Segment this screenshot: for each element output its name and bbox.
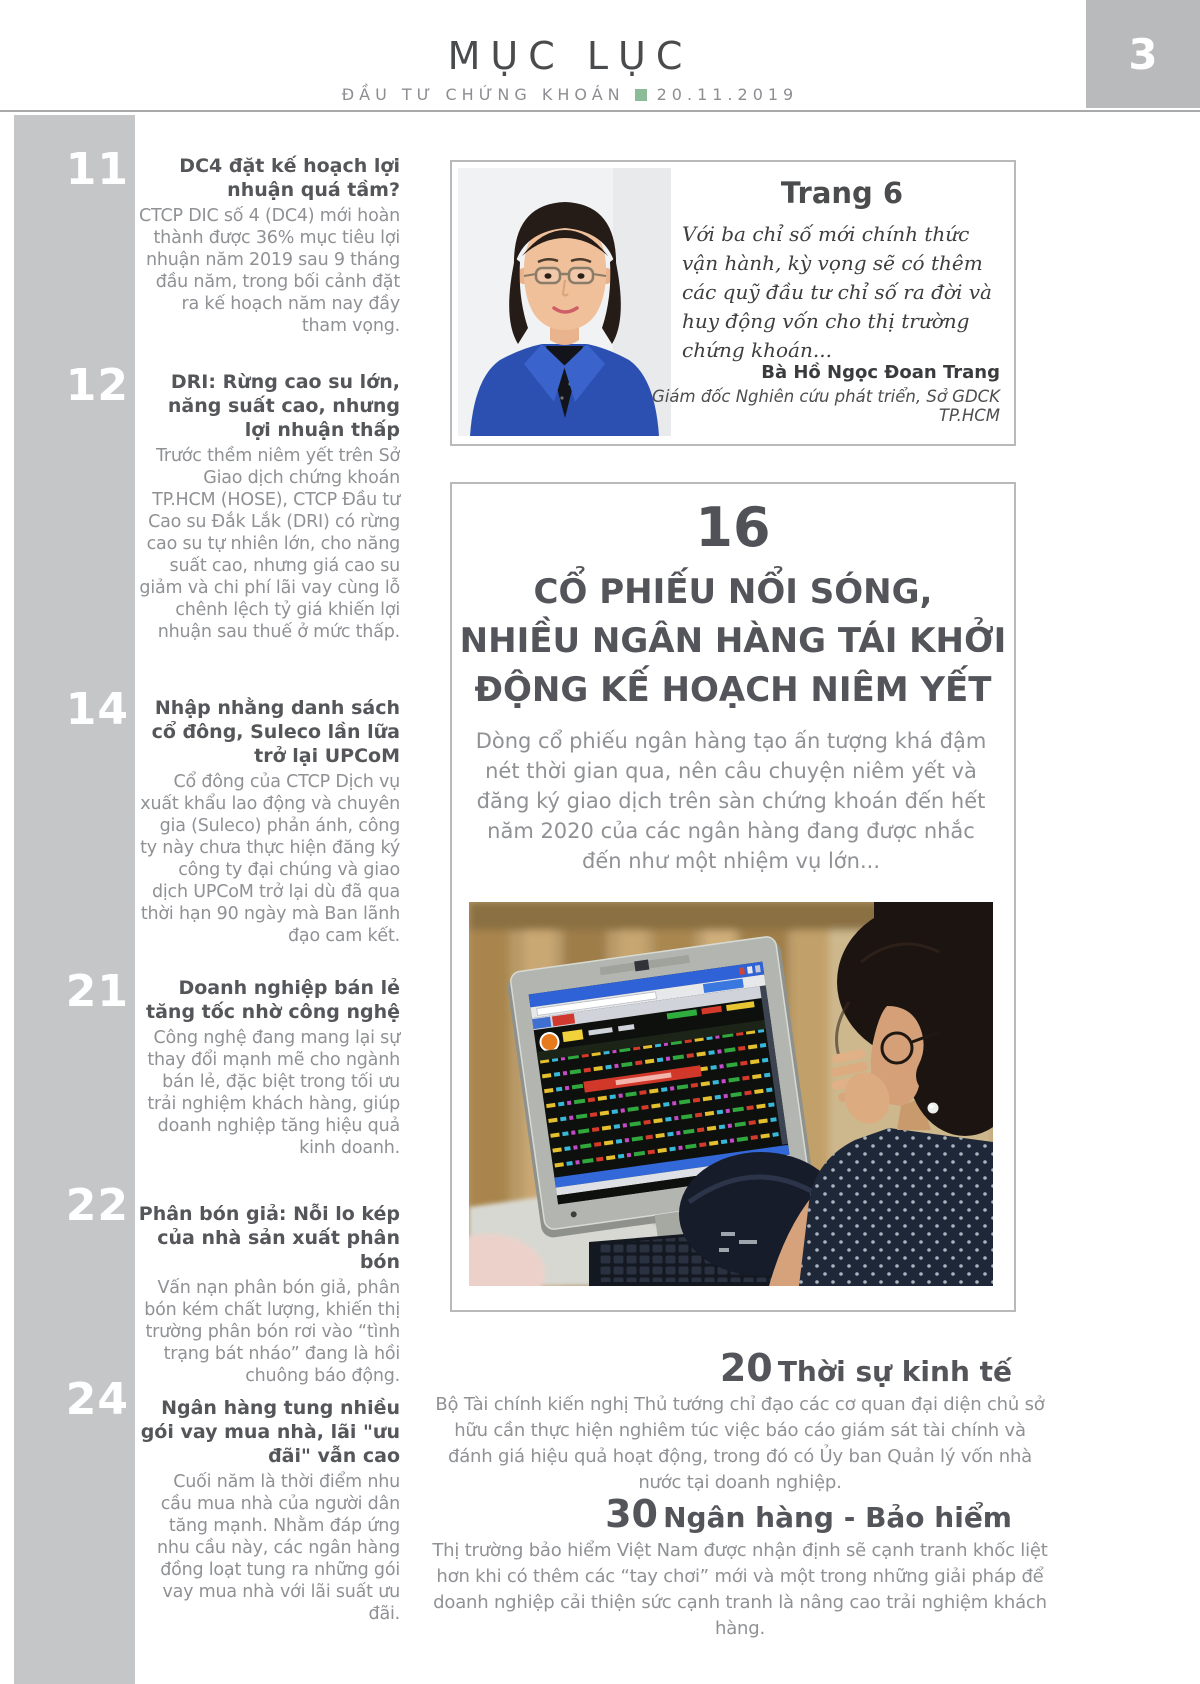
section-page-number: 30 bbox=[605, 1492, 658, 1536]
trading-floor-photo bbox=[469, 902, 993, 1286]
toc-item-summary: Cổ đông của CTCP Dịch vụ xuất khẩu lao động và chuyên gia (Suleco) phản ánh, công ty này chưa thực hiện đăng ký công ty đại chúng và giao dịch UPCoM trở lại dù đã qua thời hạn 90 ngày mà Ban lãnh đạo cam kết. bbox=[140, 772, 400, 946]
masthead-subtitle bbox=[300, 85, 840, 104]
publication-name: ĐẦU TƯ CHỨNG KHOÁN bbox=[341, 85, 625, 104]
feature-headline-line: ĐỘNG KẾ HOẠCH NIÊM YẾT bbox=[474, 670, 992, 710]
section-page-number: 20 bbox=[719, 1346, 773, 1390]
feature-page-number: 16 bbox=[695, 496, 771, 559]
issue-date: 20.11.2019 bbox=[656, 85, 799, 104]
toc-page-number: 11 bbox=[65, 144, 129, 195]
quote-author: Bà Hồ Ngọc Đoan Trang bbox=[761, 362, 1000, 383]
toc-page-number: 22 bbox=[65, 1180, 129, 1231]
sidebar-gray-bar bbox=[14, 115, 135, 1684]
section-summary-banking: Thị trường bảo hiểm Việt Nam được nhận định sẽ cạnh tranh khốc liệt hơn khi có thêm các “tay chơi” mới và một trong những giải pháp để doanh nghiệp cải thiện sức cạnh tranh là nâng cao trải nghiệm khách hàng. bbox=[432, 1540, 1048, 1639]
toc-page-number: 21 bbox=[65, 966, 129, 1017]
toc-page-number: 14 bbox=[65, 684, 129, 735]
toc-item-summary: Công nghệ đang mang lại sự thay đổi mạnh mẽ cho ngành bán lẻ, đặc biệt trong tối ưu trải nghiệm khách hàng, giúp doanh nghiệp tăng hiệu quả kinh doanh. bbox=[147, 1028, 400, 1158]
toc-item-summary: Cuối năm là thời điểm nhu cầu mua nhà của người dân tăng mạnh. Nhằm đáp ứng nhu cầu này, các ngân hàng đồng loạt tung ra những gói vay mua nhà với lãi suất ưu đãi. bbox=[156, 1472, 400, 1624]
masthead bbox=[300, 34, 840, 104]
green-square-bullet bbox=[635, 89, 647, 101]
section-title: Ngân hàng - Bảo hiểm bbox=[663, 1501, 1012, 1534]
toc-item-summary: Trước thềm niêm yết trên Sở Giao dịch chứng khoán TP.HCM (HOSE), CTCP Đầu tư Cao su Đắk Lắk (DRI) có rừng cao su tự nhiên lớn, cho năng suất cao, nhưng giá cao su giảm và chi phí lãi vay cùng lỗ chênh lệch tỷ giá khiến lợi nhuận sau thuế ở mức thấp. bbox=[139, 446, 400, 642]
feature-standfirst: Dòng cổ phiếu ngân hàng tạo ấn tượng khá đậm nét thời gian qua, nên câu chuyện niêm yết và đăng ký giao dịch trên sàn chứng khoán đến hết năm 2020 của các ngân hàng đang được nhắc đến như một nhiệm vụ lớn... bbox=[475, 729, 987, 873]
feature-headline bbox=[452, 568, 1014, 715]
masthead-title: MỤC LỤC bbox=[447, 34, 693, 78]
quote-author-role: Giám đốc Nghiên cứu phát triển, Sở GDCK TP.HCM bbox=[652, 387, 1000, 425]
section-title: Thời sự kinh tế bbox=[777, 1355, 1012, 1388]
quote-page-ref: Trang 6 bbox=[780, 176, 904, 210]
toc-page-number: 12 bbox=[65, 360, 129, 411]
quote-box bbox=[450, 160, 1016, 446]
toc-item-title: DC4 đặt kế hoạch lợi nhuận quá tầm? bbox=[179, 155, 400, 201]
toc-item-title: DRI: Rừng cao su lớn, năng suất cao, nhưng lợi nhuận thấp bbox=[167, 371, 400, 441]
page-number-box bbox=[1086, 0, 1200, 108]
feature-box bbox=[450, 482, 1016, 1312]
toc-item-summary: CTCP DIC số 4 (DC4) mới hoàn thành được 36% mục tiêu lợi nhuận năm 2019 sau 9 tháng đầu năm, trong bối cảnh đặt ra kế hoạch năm nay đầy tham vọng. bbox=[139, 206, 400, 336]
toc-item-summary: Vấn nạn phân bón giả, phân bón kém chất lượng, khiến thị trường phân bón rơi vào “tình trạng bát nháo” đang là hồi chuông báo động. bbox=[144, 1278, 400, 1386]
toc-item bbox=[138, 1396, 400, 1625]
toc-item-title: Nhập nhằng danh sách cổ đông, Suleco lần lữa trở lại UPCoM bbox=[151, 697, 400, 767]
toc-item bbox=[138, 696, 400, 947]
section-heading-economy bbox=[560, 1346, 1012, 1390]
feature-headline-line: NHIỀU NGÂN HÀNG TÁI KHỞI bbox=[459, 621, 1007, 661]
toc-item bbox=[138, 154, 400, 337]
section-summary-economy: Bộ Tài chính kiến nghị Thủ tướng chỉ đạo các cơ quan đại diện chủ sở hữu cần thực hiện nghiêm túc việc báo cáo giám sát tài chính và đánh giá hiệu quả hoạt động, trong đó có Ủy ban Quản lý vốn nhà nước tại doanh nghiệp. bbox=[435, 1394, 1045, 1493]
page-number: 3 bbox=[1128, 29, 1158, 79]
toc-item bbox=[138, 976, 400, 1159]
section-heading-banking bbox=[560, 1492, 1012, 1536]
toc-item bbox=[138, 1202, 400, 1387]
toc-page-number: 24 bbox=[65, 1374, 129, 1425]
feature-headline-line: CỔ PHIẾU NỔI SÓNG, bbox=[533, 572, 933, 612]
toc-item-title: Phân bón giả: Nỗi lo kép của nhà sản xuất phân bón bbox=[138, 1203, 400, 1273]
toc-item bbox=[138, 370, 400, 643]
quote-text: Với ba chỉ số mới chính thức vận hành, kỳ vọng sẽ có thêm các quỹ đầu tư chỉ số ra đời và huy động vốn cho thị trường chứng khoán... bbox=[682, 222, 992, 362]
toc-item-title: Doanh nghiệp bán lẻ tăng tốc nhờ công nghệ bbox=[146, 977, 400, 1023]
quote-attribution bbox=[592, 362, 1000, 425]
toc-item-title: Ngân hàng tung nhiều gói vay mua nhà, lãi "ưu đãi" vẫn cao bbox=[140, 1397, 400, 1467]
header-divider bbox=[0, 110, 1200, 112]
